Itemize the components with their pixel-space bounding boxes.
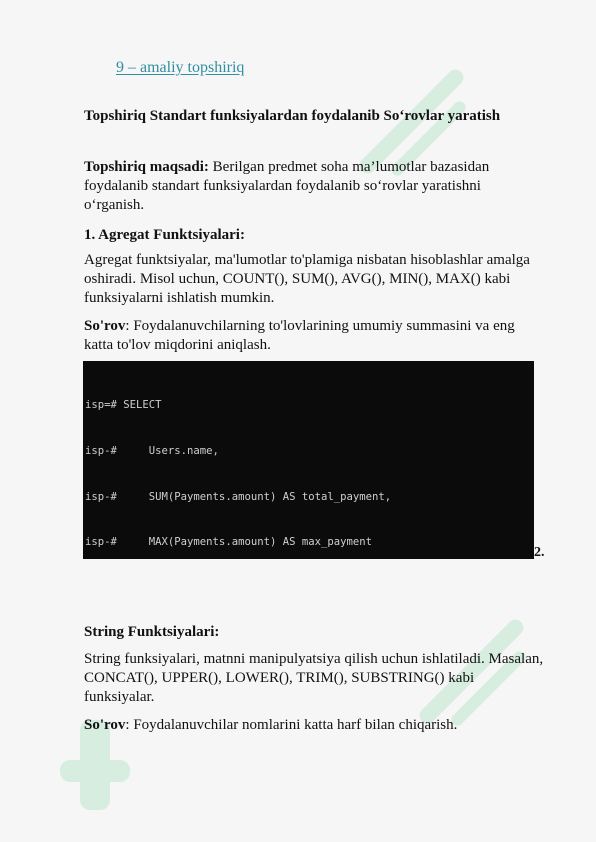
list-number: 2. [534, 545, 545, 560]
paragraph-line: String funksiyalari, matnni manipulyatsiya qilish uchun ishlatiladi. Masalan, [84, 651, 544, 667]
query-text: : Foydalanuvchilarning to'lovlarining umumiy summasini va eng [125, 318, 515, 334]
terminal-line: isp-# Users.name, [85, 445, 219, 457]
goal-text: o‘rganish. [84, 197, 145, 213]
query-text: katta to'lov miqdorini aniqlash. [84, 337, 271, 353]
goal-label: Topshiriq maqsadi: [84, 159, 209, 175]
terminal-line: isp-# MAX(Payments.amount) AS max_payment [85, 536, 373, 549]
paragraph-line: oshiradi. Misol uchun, COUNT(), SUM(), AVG(), MIN(), MAX() kabi [84, 271, 511, 287]
terminal-line: isp-# SUM(Payments.amount) AS total_payment, [85, 490, 392, 503]
aggregate-query-paragraph [84, 317, 568, 355]
string-paragraph [84, 650, 568, 707]
topic-title: Topshiriq Standart funksiyalardan foydalanib So‘rovlar yaratish [84, 108, 501, 124]
aggregate-paragraph [84, 251, 568, 308]
query-label: So'rov [84, 717, 126, 733]
terminal-screenshot [83, 361, 534, 559]
query-text: : Foydalanuvchilar nomlarini katta harf bilan chiqarish. [125, 717, 458, 733]
paragraph-line: CONCAT(), UPPER(), LOWER(), TRIM(), SUBSTRING() kabi [84, 670, 475, 686]
section-title-aggregate: 1. Agregat Funktsiyalari: [84, 227, 245, 243]
paragraph-line: Agregat funktsiyalar, ma'lumotlar to'plamiga nisbatan hisoblashlar amalga [84, 252, 530, 268]
paragraph-line: funksiyalar. [84, 689, 155, 705]
terminal-line: isp=# SELECT [85, 399, 162, 412]
string-query-paragraph [84, 716, 568, 735]
query-label: So'rov [84, 318, 126, 334]
assignment-heading: 9 – amaliy topshiriq [116, 59, 245, 76]
section-title-string: String Funktsiyalari: [84, 624, 220, 640]
goal-paragraph [84, 158, 568, 215]
goal-text: Berilgan predmet soha ma’lumotlar bazasidan [208, 159, 490, 175]
paragraph-line: funksiyalarni ishlatish mumkin. [84, 290, 275, 306]
goal-text: foydalanib standart funksiyalardan foydalanib so‘rovlar yaratishni [84, 178, 481, 194]
